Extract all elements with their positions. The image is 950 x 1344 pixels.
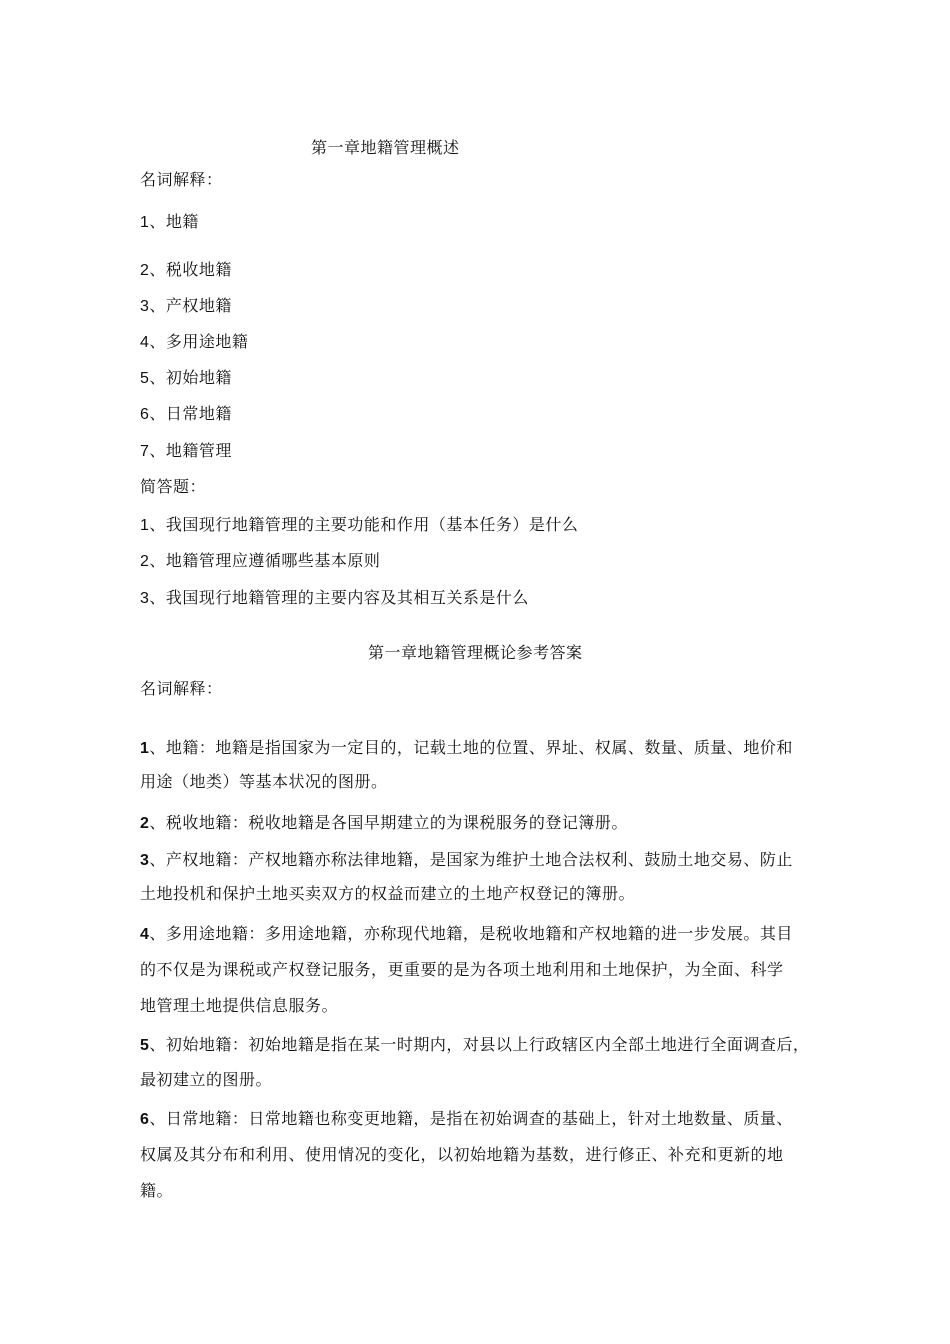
item-number: 6 bbox=[140, 1111, 150, 1128]
item-text: 、我国现行地籍管理的主要内容及其相互关系是什么 bbox=[149, 588, 529, 607]
term-item bbox=[140, 296, 232, 317]
answer-line bbox=[140, 924, 793, 945]
answer-line bbox=[140, 850, 793, 871]
answer-text: 、多用途地籍：多用途地籍，亦称现代地籍，是税收地籍和产权地籍的进一步发展。其目 bbox=[149, 924, 793, 943]
answer-text: 、产权地籍：产权地籍亦称法律地籍，是国家为维护土地合法权利、鼓励土地交易、防止 bbox=[149, 850, 793, 869]
term-item bbox=[140, 212, 199, 233]
item-text: 、我国现行地籍管理的主要功能和作用（基本任务）是什么 bbox=[149, 515, 579, 534]
item-text: 、产权地籍 bbox=[149, 296, 232, 315]
chapter-title: 第一章地籍管理概述 bbox=[311, 138, 460, 157]
term-item bbox=[140, 260, 232, 281]
item-number: 1 bbox=[140, 517, 150, 534]
item-number: 2 bbox=[140, 262, 150, 279]
answer-line: 权属及其分布和利用、使用情况的变化，以初始地籍为基数，进行修正、补充和更新的地 bbox=[140, 1145, 784, 1164]
term-item bbox=[140, 332, 248, 353]
item-number: 6 bbox=[140, 406, 150, 423]
answer-line bbox=[140, 1109, 793, 1130]
item-number: 3 bbox=[140, 590, 150, 607]
item-number: 7 bbox=[140, 443, 150, 460]
term-item bbox=[140, 441, 232, 462]
answer-line: 最初建立的图册。 bbox=[140, 1070, 273, 1089]
section-heading-terms: 名词解释： bbox=[140, 679, 223, 698]
item-text: 、地籍 bbox=[149, 212, 199, 231]
answer-line: 土地投机和保护土地买卖双方的权益而建立的土地产权登记的簿册。 bbox=[140, 884, 636, 903]
answer-line: 的不仅是为课税或产权登记服务，更重要的是为各项土地利用和土地保护，为全面、科学 bbox=[140, 960, 784, 979]
term-item bbox=[140, 368, 232, 389]
item-number: 4 bbox=[140, 334, 150, 351]
item-number: 3 bbox=[140, 852, 150, 869]
answer-line bbox=[140, 813, 628, 834]
answer-line bbox=[140, 1035, 809, 1056]
answer-line bbox=[140, 738, 793, 759]
answer-text: 、税收地籍：税收地籍是各国早期建立的为课税服务的登记簿册。 bbox=[149, 813, 628, 832]
question-item bbox=[140, 515, 578, 536]
item-number: 5 bbox=[140, 1037, 150, 1054]
section-heading-short-answer: 简答题： bbox=[140, 477, 207, 496]
item-text: 、多用途地籍 bbox=[149, 332, 249, 351]
item-number: 3 bbox=[140, 298, 150, 315]
answer-line: 地管理土地提供信息服务。 bbox=[140, 996, 339, 1015]
item-number: 1 bbox=[140, 740, 150, 757]
item-text: 、地籍管理 bbox=[149, 441, 232, 460]
answer-text: 、初始地籍：初始地籍是指在某一时期内，对县以上行政辖区内全部土地进行全面调查后， bbox=[149, 1035, 810, 1054]
item-text: 、地籍管理应遵循哪些基本原则 bbox=[149, 551, 381, 570]
answer-line: 籍。 bbox=[140, 1181, 174, 1200]
answer-text: 、日常地籍：日常地籍也称变更地籍，是指在初始调查的基础上，针对土地数量、质量、 bbox=[149, 1109, 793, 1128]
item-text: 、初始地籍 bbox=[149, 368, 232, 387]
answer-text: 、地籍：地籍是指国家为一定目的，记载土地的位置、界址、权属、数量、质量、地价和 bbox=[149, 738, 793, 757]
question-item bbox=[140, 551, 380, 572]
item-text: 、税收地籍 bbox=[149, 260, 232, 279]
question-item bbox=[140, 588, 529, 609]
item-number: 1 bbox=[140, 214, 150, 231]
item-number: 2 bbox=[140, 815, 150, 832]
answers-title: 第一章地籍管理概论参考答案 bbox=[368, 643, 583, 662]
section-heading-terms: 名词解释： bbox=[140, 170, 223, 189]
item-number: 2 bbox=[140, 553, 150, 570]
item-text: 、日常地籍 bbox=[149, 404, 232, 423]
item-number: 5 bbox=[140, 370, 150, 387]
item-number: 4 bbox=[140, 926, 150, 943]
term-item bbox=[140, 404, 232, 425]
answer-line: 用途（地类）等基本状况的图册。 bbox=[140, 772, 388, 791]
